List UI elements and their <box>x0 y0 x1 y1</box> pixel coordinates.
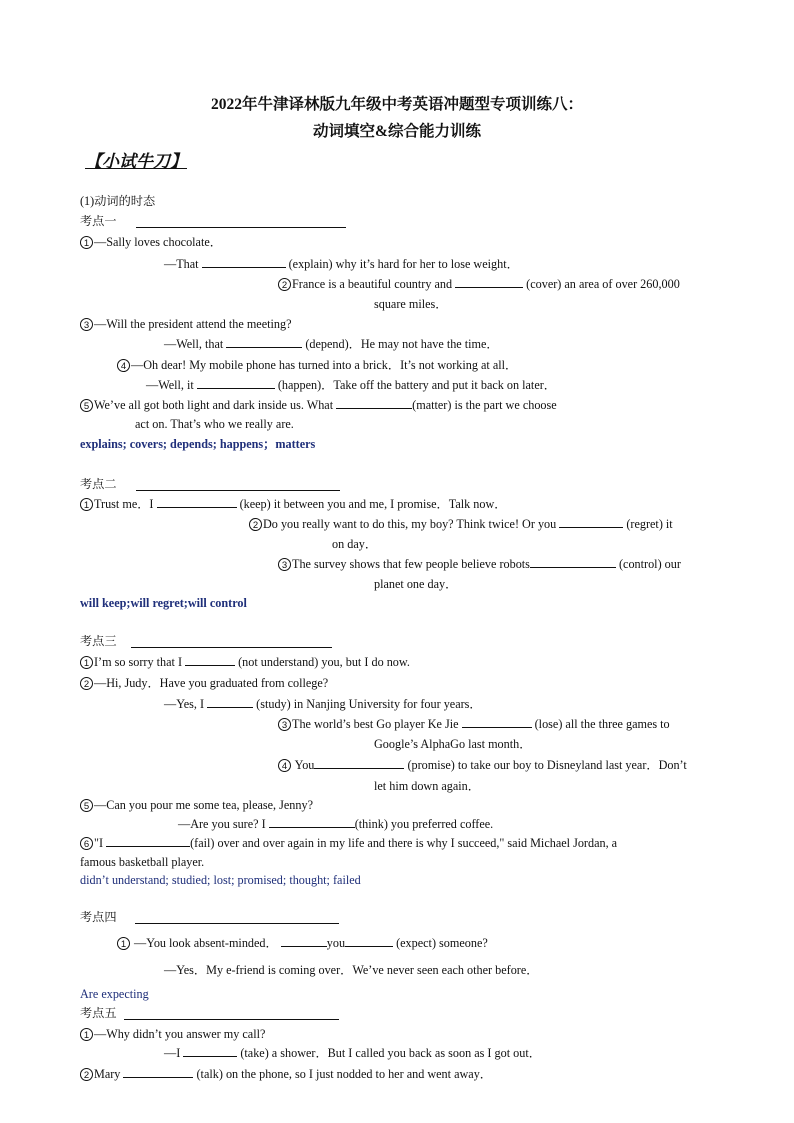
g1-q1b: —That (explain) why it’s hard for her to lose weight． <box>164 257 519 271</box>
kaodian-2-line <box>136 490 340 491</box>
g5-q2: 2 Mary (talk) on the phone, so I just nodded to her and went away． <box>80 1066 492 1082</box>
g1-q5-cont: act on. That’s who we really are. <box>135 417 294 431</box>
answer-blank[interactable] <box>157 496 237 508</box>
kaodian-5-label: 考点五 <box>80 1006 117 1020</box>
answer-blank[interactable] <box>106 835 190 847</box>
intro-label: (1)动词的时态 <box>80 194 156 208</box>
answer-blank[interactable] <box>559 516 623 528</box>
doc-title-line2: 动词填空&综合能力训练 <box>313 123 481 140</box>
g2-q3-cont: planet one day． <box>374 577 458 591</box>
num-5-icon: 5 <box>80 799 93 812</box>
answer-blank[interactable] <box>336 397 412 409</box>
num-1-icon: 1 <box>80 236 93 249</box>
answer-blank[interactable] <box>462 716 532 728</box>
g3-q4: 4 You (promise) to take our boy to Disneyland last year．Don’t <box>278 757 687 773</box>
g3-q6: 6 "I (fail) over and over again in my life and there is why I succeed," said Michael Jordan, a <box>80 835 617 851</box>
answer-blank[interactable] <box>123 1066 193 1078</box>
num-2-icon: 2 <box>278 278 291 291</box>
num-1-icon: 1 <box>80 656 93 669</box>
g3-q6-cont: famous basketball player. <box>80 855 205 869</box>
g2-q3: 3 The survey shows that few people believe robots (control) our <box>278 556 681 572</box>
kaodian-3-label: 考点三 <box>80 634 117 648</box>
answer-blank[interactable] <box>269 816 355 828</box>
answer-blank[interactable] <box>207 696 253 708</box>
kaodian-4-label: 考点四 <box>80 910 117 924</box>
g1-q1a: 1 —Sally loves chocolate． <box>80 234 222 250</box>
answer-blank[interactable] <box>226 336 302 348</box>
g3-q3-cont: Google’s AlphaGo last month． <box>374 737 532 751</box>
g1-q4b: —Well, it (happen)．Take off the battery and put it back on later． <box>146 378 556 392</box>
g3-q3: 3 The world’s best Go player Ke Jie (lose) all the three games to <box>278 716 670 732</box>
g2-answer: will keep;will regret;will control <box>80 596 247 610</box>
answer-blank[interactable] <box>183 1045 237 1057</box>
g2-q1: 1 Trust me．I (keep) it between you and me, I promise．Talk now． <box>80 496 506 512</box>
kaodian-1-line <box>136 227 346 228</box>
num-3-icon: 3 <box>278 718 291 731</box>
g1-q3b: —Well, that (depend)．He may not have the time． <box>164 337 499 351</box>
num-3-icon: 3 <box>278 558 291 571</box>
num-2-icon: 2 <box>80 1068 93 1081</box>
g1-q2-cont: square miles． <box>374 297 448 311</box>
num-1-icon: 1 <box>80 1028 93 1041</box>
g3-q1: 1 I’m so sorry that I (not understand) you, but I do now. <box>80 654 410 670</box>
answer-blank[interactable] <box>345 935 393 947</box>
kaodian-1-label: 考点一 <box>80 214 117 228</box>
g3-answer: didn’t understand; studied; lost; promised; thought; failed <box>80 873 361 887</box>
g3-q2a: 2 —Hi, Judy．Have you graduated from college? <box>80 675 328 691</box>
answer-blank[interactable] <box>455 276 523 288</box>
num-2-icon: 2 <box>80 677 93 690</box>
kaodian-2-label: 考点二 <box>80 477 117 491</box>
g5-q1b: —I (take) a shower．But I called you back as soon as I got out． <box>164 1046 541 1060</box>
answer-blank[interactable] <box>281 935 327 947</box>
g1-answer: explains; covers; depends; happens；matters <box>80 437 316 451</box>
answer-blank[interactable] <box>314 757 404 769</box>
kaodian-3-line <box>131 647 332 648</box>
answer-blank[interactable] <box>197 377 275 389</box>
g3-q5a: 5 —Can you pour me some tea, please, Jenny? <box>80 797 313 813</box>
num-4-icon: 4 <box>117 359 130 372</box>
kaodian-4-line <box>135 923 339 924</box>
num-6-icon: 6 <box>80 837 93 850</box>
g4-answer: Are expecting <box>80 987 149 1001</box>
num-4-icon: 4 <box>278 759 291 772</box>
g3-q4-cont: let him down again． <box>374 779 480 793</box>
g2-q2: 2 Do you really want to do this, my boy? Think twice! Or you (regret) it <box>249 516 673 532</box>
g1-q2: 2 France is a beautiful country and (cover) an area of over 260,000 <box>278 276 680 292</box>
g1-q5: 5 We’ve all got both light and dark inside us. What (matter) is the part we choose <box>80 397 557 413</box>
g4-q1b: —Yes．My e-friend is coming over．We’ve never seen each other before． <box>164 963 539 977</box>
answer-blank[interactable] <box>185 654 235 666</box>
g5-q1a: 1 —Why didn’t you answer my call? <box>80 1026 265 1042</box>
g1-q3a: 3 —Will the president attend the meeting? <box>80 316 292 332</box>
answer-blank[interactable] <box>530 556 616 568</box>
answer-blank[interactable] <box>202 256 286 268</box>
g3-q2b: —Yes, I (study) in Nanjing University for four years． <box>164 697 482 711</box>
g1-q4a: 4 —Oh dear! My mobile phone has turned into a brick．It’s not working at all． <box>117 357 517 373</box>
num-5-icon: 5 <box>80 399 93 412</box>
section-heading: 【小试牛刀】 <box>85 152 187 171</box>
num-3-icon: 3 <box>80 318 93 331</box>
doc-title-line1: 2022年牛津译林版九年级中考英语冲题型专项训练八： <box>210 96 583 113</box>
num-2-icon: 2 <box>249 518 262 531</box>
kaodian-5-line <box>124 1019 339 1020</box>
g4-q1: 1 —You look absent-minded． you (expect) someone? <box>117 935 488 951</box>
num-1-icon: 1 <box>80 498 93 511</box>
g2-q2-cont: on day． <box>332 537 378 551</box>
g3-q5b: —Are you sure? I (think) you preferred coffee. <box>178 817 494 831</box>
num-1-icon: 1 <box>117 937 130 950</box>
